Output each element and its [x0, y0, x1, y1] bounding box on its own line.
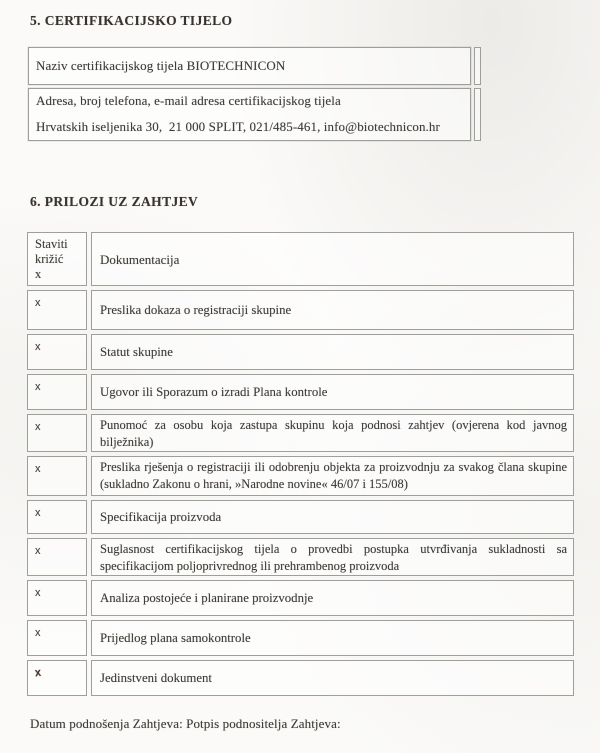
table-row: [27, 290, 574, 330]
checkbox-x-mark: x: [35, 421, 41, 433]
cell-document-name: Preslika dokaza o registraciji skupine: [91, 290, 574, 330]
header-mark-line: križić: [35, 252, 64, 266]
table-row: [27, 580, 574, 616]
section6-heading: 6. PRILOZI UZ ZAHTJEV: [30, 194, 199, 209]
address-value: Hrvatskih iseljenika 30, 21 000 SPLIT, 021/485-461, info@biotechnicon.hr: [36, 119, 440, 134]
attachments-table: [27, 232, 574, 700]
checkbox-x-mark: x: [35, 587, 41, 599]
header-mark-line: x: [35, 267, 42, 281]
cell-certification-body-name: Naziv certifikacijskog tijela BIOTECHNICON: [28, 47, 471, 85]
checkbox-x-mark: x: [35, 297, 41, 309]
cell-checkbox: [27, 660, 87, 696]
table-row: [28, 88, 481, 141]
cell-checkbox: [27, 580, 87, 616]
table-row: [28, 47, 481, 85]
cell-checkbox: [27, 620, 87, 656]
table-row: [27, 374, 574, 410]
certification-body-table: [28, 47, 481, 144]
checkbox-x-mark: x: [35, 507, 41, 519]
cell-document-name: Preslika rješenja o registraciji ili odobrenju objekta za proizvodnju za svakog člana skupine (sukladno Zakonu o hrani, »Narodne novine« 46/07 i 155/08): [91, 456, 574, 496]
table-row: [27, 620, 574, 656]
cell-document-name: Punomoć za osobu koja zastupa skupinu koja podnosi zahtjev (ovjerena kod javnog bilježnika): [91, 414, 574, 452]
cell-checkbox: [27, 334, 87, 370]
footer-text: Datum podnošenja Zahtjeva: Potpis podnositelja Zahtjeva:: [30, 716, 341, 731]
table-row: [27, 500, 574, 534]
header-mark-line: Staviti: [35, 237, 68, 251]
cell-document-name: Analiza postojeće i planirane proizvodnje: [91, 580, 574, 616]
table-row: [27, 334, 574, 370]
cell-checkbox: [27, 500, 87, 534]
attachments-table-body: [27, 290, 574, 696]
cell-document-name: Prijedlog plana samokontrole: [91, 620, 574, 656]
cell-side-narrow: [474, 88, 481, 141]
cell-document-name: Suglasnost certifikacijskog tijela o provedbi postupka utvrđivanja sukladnosti sa specifikacijom poljoprivrednog ili prehrambenog proizvoda: [91, 538, 574, 576]
cell-document-name: Ugovor ili Sporazum o izradi Plana kontrole: [91, 374, 574, 410]
table-row: [27, 456, 574, 496]
table-row: [27, 414, 574, 452]
checkbox-x-mark: x: [35, 627, 41, 639]
checkbox-x-mark: x: [34, 666, 42, 680]
cell-checkbox: [27, 538, 87, 576]
cell-checkbox: [27, 414, 87, 452]
cell-document-name: Jedinstveni dokument: [91, 660, 574, 696]
checkbox-x-mark: x: [35, 381, 41, 393]
header-cell-documentation: Dokumentacija: [91, 232, 574, 286]
address-label: Adresa, broj telefona, e-mail adresa certifikacijskog tijela: [36, 93, 341, 108]
cell-checkbox: [27, 374, 87, 410]
cell-document-name: Statut skupine: [91, 334, 574, 370]
table-header-row: [27, 232, 574, 286]
cell-certification-body-address: [28, 88, 471, 141]
cell-side-narrow: [474, 47, 481, 85]
checkbox-x-mark: x: [35, 545, 41, 557]
header-cell-mark-column: [27, 232, 87, 286]
cell-checkbox: [27, 456, 87, 496]
section5-heading: 5. CERTIFIKACIJSKO TIJELO: [30, 13, 233, 28]
cell-checkbox: [27, 290, 87, 330]
table-row: [27, 660, 574, 696]
checkbox-x-mark: x: [35, 463, 41, 475]
cell-document-name: Specifikacija proizvoda: [91, 500, 574, 534]
table-row: [27, 538, 574, 576]
checkbox-x-mark: x: [35, 341, 41, 353]
